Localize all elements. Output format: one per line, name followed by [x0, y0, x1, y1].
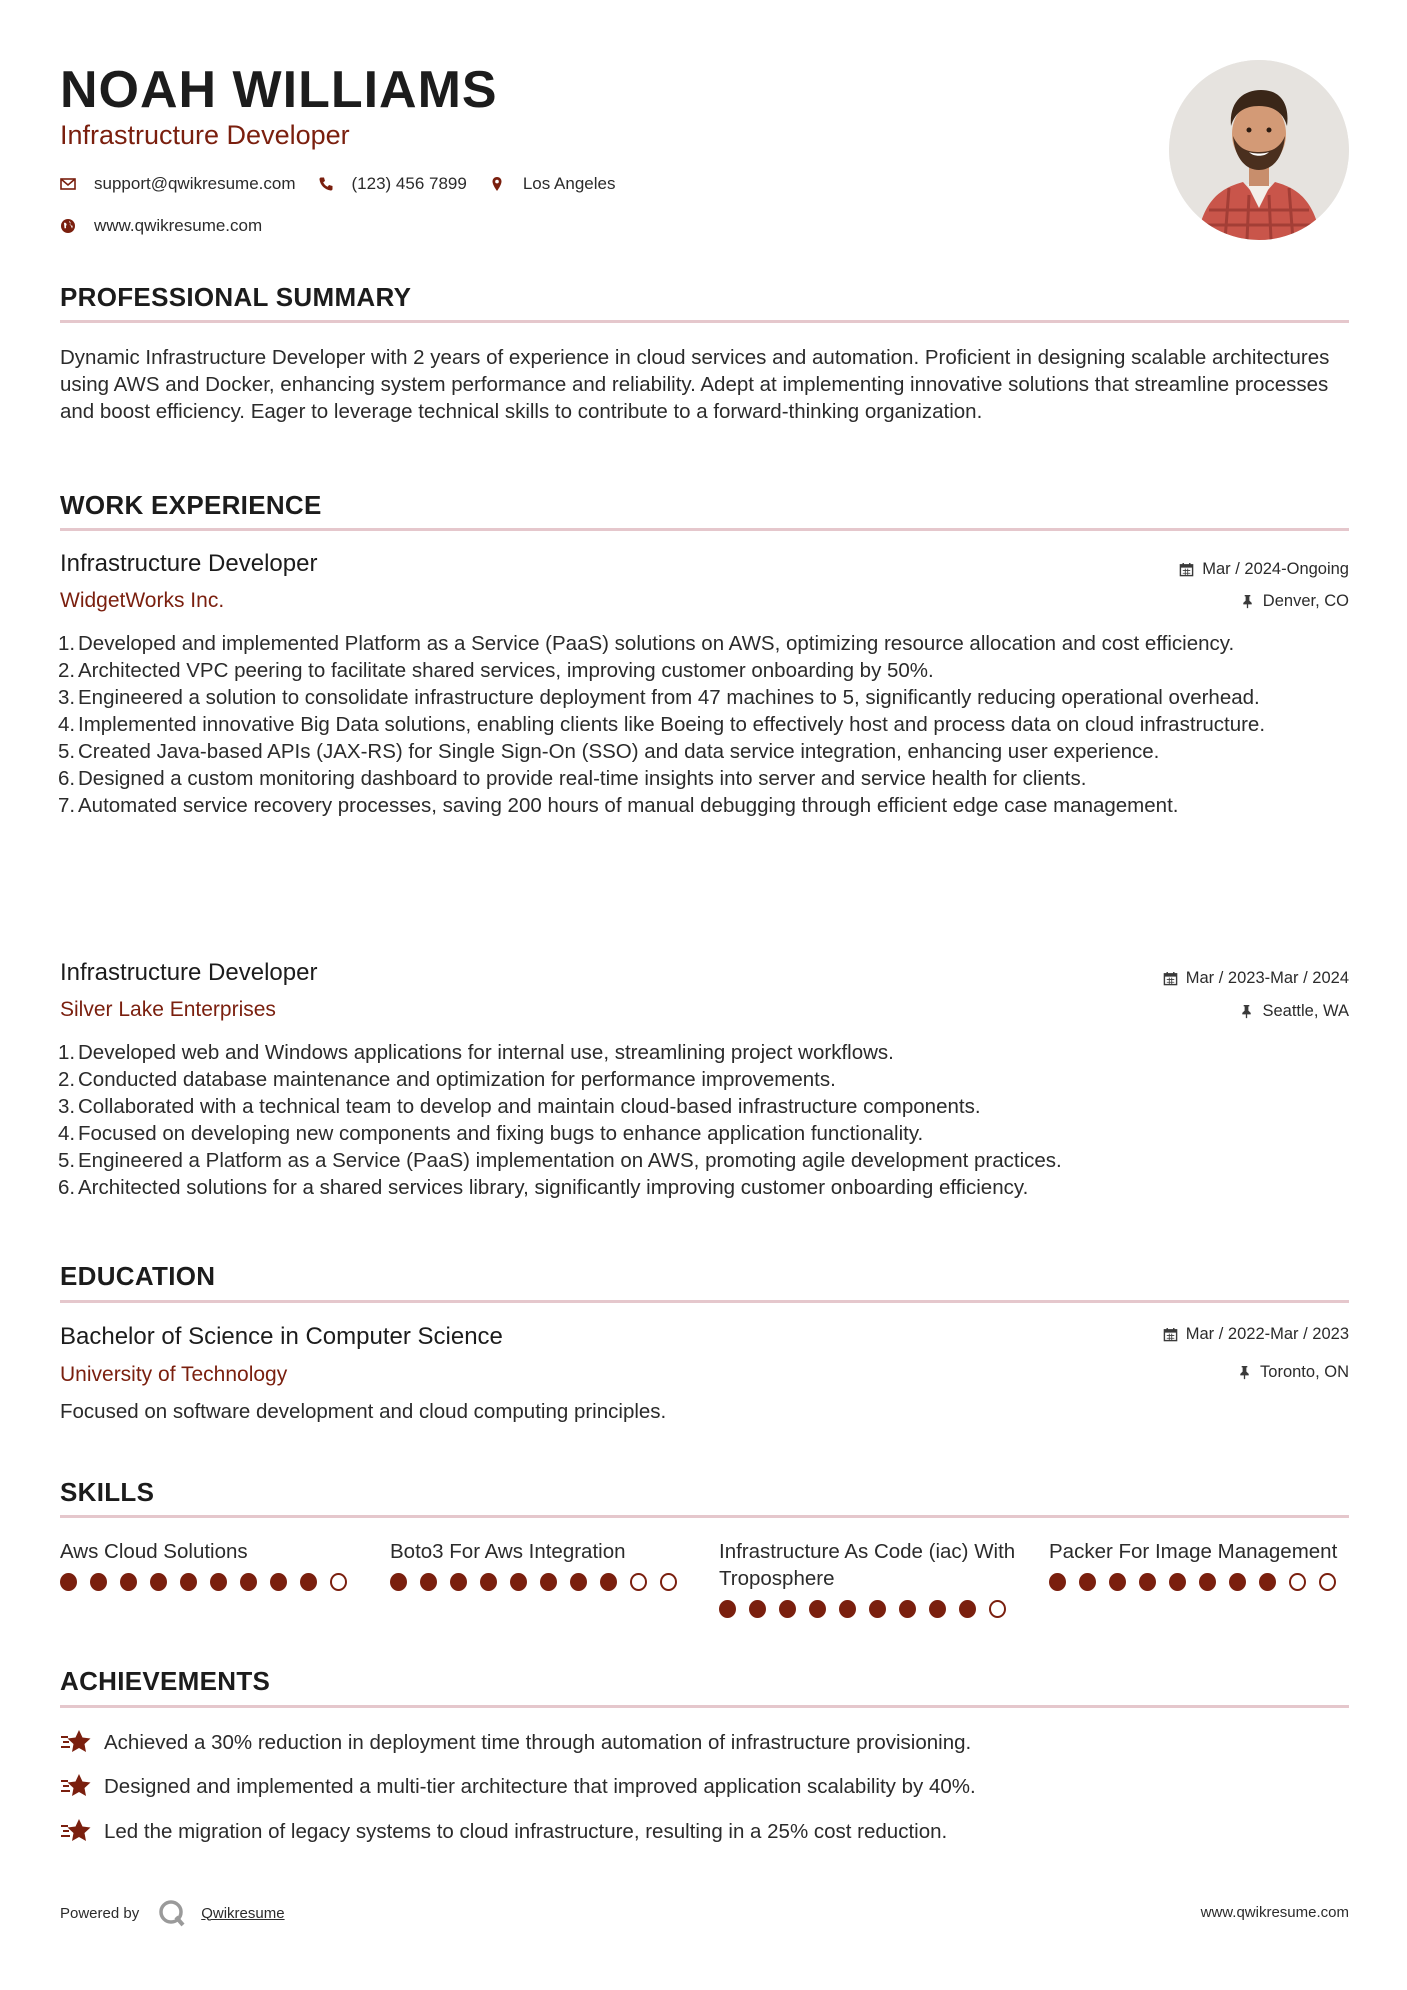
rating-dot-filled	[1109, 1573, 1126, 1591]
contact-email[interactable]	[60, 174, 296, 194]
rating-dot-filled	[90, 1573, 107, 1591]
experience-heading: WORK EXPERIENCE	[60, 490, 322, 520]
list-item: 6. Designed a custom monitoring dashboard to provide real-time insights into server and service health for clients.	[58, 767, 1087, 790]
section-divider	[60, 1300, 1349, 1303]
skill-rating	[60, 1573, 360, 1591]
globe-icon	[60, 218, 76, 234]
achievement-item	[60, 1728, 971, 1756]
pushpin-icon	[1240, 594, 1255, 609]
website-text: www.qwikresume.com	[94, 216, 263, 235]
achievement-item	[60, 1772, 976, 1800]
rating-dot-filled	[150, 1573, 167, 1591]
rating-dot-filled	[480, 1573, 497, 1591]
achievement-text: Achieved a 30% reduction in deployment time through automation of infrastructure provisioning.	[104, 1730, 972, 1754]
list-item: 7. Automated service recovery processes, saving 200 hours of manual debugging through efficient edge case management.	[58, 794, 1179, 817]
list-item: 3. Engineered a solution to consolidate infrastructure deployment from 47 machines to 5, significantly reducing operational overhead.	[58, 686, 1260, 709]
candidate-name: NOAH WILLIAMS	[60, 61, 498, 119]
rating-dot-filled	[1229, 1573, 1246, 1591]
rating-dot-filled	[540, 1573, 557, 1591]
rating-dot-filled	[869, 1600, 886, 1618]
skill-item	[719, 1538, 1019, 1618]
rating-dot-filled	[60, 1573, 77, 1591]
education-dates-text: Mar / 2022-Mar / 2023	[1185, 1325, 1349, 1343]
rating-dot-empty	[630, 1573, 647, 1591]
star-icon	[60, 1728, 92, 1756]
job-bullet-list	[60, 630, 1349, 819]
achievement-text: Led the migration of legacy systems to cloud infrastructure, resulting in a 25% cost reduction.	[104, 1819, 948, 1843]
star-icon	[60, 1772, 92, 1800]
job-bullet-list	[60, 1039, 1349, 1201]
rating-dot-filled	[809, 1600, 826, 1618]
skills-heading: SKILLS	[60, 1477, 155, 1507]
summary-heading: PROFESSIONAL SUMMARY	[60, 282, 412, 312]
pushpin-icon	[1239, 1004, 1254, 1019]
skill-rating	[1049, 1573, 1349, 1591]
job-title: Infrastructure Developer	[60, 959, 318, 986]
rating-dot-filled	[749, 1600, 766, 1618]
skill-rating	[719, 1600, 1019, 1618]
phone-icon	[318, 176, 334, 192]
skill-name: Aws Cloud Solutions	[60, 1540, 248, 1563]
contact-location	[489, 174, 616, 194]
rating-dot-filled	[929, 1600, 946, 1618]
rating-dot-filled	[1139, 1573, 1156, 1591]
rating-dot-filled	[719, 1600, 736, 1618]
footer-powered-by	[60, 1898, 285, 1928]
summary-text: Dynamic Infrastructure Developer with 2 years of experience in cloud services and automation. Proficient in designing scalable architectures using AWS and Docker, enhancing system performance and reliability. Adept at implementing innovative solutions that streamline processes and boost efficiency. Eager to leverage technical skills to contribute to a forward-thinking organization.	[60, 346, 1330, 423]
achievement-text: Designed and implemented a multi-tier architecture that improved application scalability by 40%.	[104, 1774, 976, 1798]
job-dates	[1179, 558, 1349, 580]
skill-name: Boto3 For Aws Integration	[390, 1540, 626, 1563]
rating-dot-filled	[1049, 1573, 1066, 1591]
rating-dot-filled	[1199, 1573, 1216, 1591]
list-item: 6. Architected solutions for a shared services library, significantly improving customer onboarding efficiency.	[58, 1176, 1029, 1199]
list-item: 5. Engineered a Platform as a Service (PaaS) implementation on AWS, promoting agile development practices.	[58, 1149, 1062, 1172]
section-divider	[60, 1705, 1349, 1708]
list-item: 4. Focused on developing new components and fixing bugs to enhance application functionality.	[58, 1122, 924, 1145]
rating-dot-filled	[210, 1573, 227, 1591]
job-dates	[1163, 967, 1349, 989]
calendar-icon	[1179, 562, 1194, 577]
job-location	[1239, 1000, 1349, 1022]
section-divider	[60, 1515, 1349, 1518]
pushpin-icon	[1237, 1365, 1252, 1380]
qwikresume-link[interactable]: Qwikresume	[201, 1904, 285, 1922]
envelope-icon	[60, 176, 76, 192]
rating-dot-filled	[1259, 1573, 1276, 1591]
list-item: 5. Created Java-based APIs (JAX-RS) for Single Sign-On (SSO) and data service integration, enhancing user experience.	[58, 740, 1160, 763]
contact-phone[interactable]	[318, 174, 467, 194]
footer-website[interactable]: www.qwikresume.com	[1200, 1904, 1349, 1921]
rating-dot-filled	[270, 1573, 287, 1591]
rating-dot-empty	[1289, 1573, 1306, 1591]
achievement-item	[60, 1817, 947, 1845]
skill-item	[390, 1538, 690, 1591]
job-company: Silver Lake Enterprises	[60, 998, 276, 1021]
job-dates-text: Mar / 2024-Ongoing	[1202, 560, 1349, 578]
school-name: University of Technology	[60, 1363, 288, 1386]
job-company: WidgetWorks Inc.	[60, 589, 225, 612]
rating-dot-empty	[989, 1600, 1006, 1618]
qwikresume-logo-icon	[157, 1898, 187, 1928]
rating-dot-filled	[450, 1573, 467, 1591]
rating-dot-filled	[300, 1573, 317, 1591]
rating-dot-filled	[779, 1600, 796, 1618]
job-location	[1240, 590, 1349, 612]
rating-dot-filled	[120, 1573, 137, 1591]
skill-name: Packer For Image Management	[1049, 1540, 1338, 1563]
rating-dot-filled	[1079, 1573, 1096, 1591]
rating-dot-filled	[959, 1600, 976, 1618]
map-pin-icon	[489, 176, 505, 192]
rating-dot-filled	[839, 1600, 856, 1618]
calendar-icon	[1163, 971, 1178, 986]
rating-dot-filled	[510, 1573, 527, 1591]
email-text: support@qwikresume.com	[94, 174, 296, 193]
degree-title: Bachelor of Science in Computer Science	[60, 1323, 503, 1350]
location-text: Los Angeles	[522, 174, 616, 193]
rating-dot-filled	[600, 1573, 617, 1591]
profile-photo	[1169, 60, 1349, 240]
education-dates	[1163, 1323, 1349, 1345]
skill-item	[60, 1538, 360, 1591]
calendar-icon	[1163, 1327, 1178, 1342]
education-description: Focused on software development and cloud computing principles.	[60, 1400, 667, 1423]
rating-dot-filled	[240, 1573, 257, 1591]
rating-dot-filled	[899, 1600, 916, 1618]
skill-name: Infrastructure As Code (iac) With Troposphere	[719, 1540, 1016, 1590]
list-item: 3. Collaborated with a technical team to develop and maintain cloud-based infrastructure components.	[58, 1095, 981, 1118]
rating-dot-filled	[420, 1573, 437, 1591]
skill-item	[1049, 1538, 1349, 1591]
powered-by-label: Powered by	[60, 1904, 140, 1922]
contact-row	[60, 172, 637, 196]
education-location	[1237, 1361, 1349, 1383]
section-divider	[60, 320, 1349, 323]
skill-rating	[390, 1573, 690, 1591]
education-heading: EDUCATION	[60, 1261, 216, 1291]
phone-text: (123) 456 7899	[351, 174, 467, 193]
rating-dot-filled	[390, 1573, 407, 1591]
avatar-illustration	[1169, 60, 1349, 240]
list-item: 2. Conducted database maintenance and optimization for performance improvements.	[58, 1068, 836, 1091]
star-icon	[60, 1817, 92, 1845]
rating-dot-filled	[570, 1573, 587, 1591]
rating-dot-filled	[180, 1573, 197, 1591]
section-divider	[60, 528, 1349, 531]
achievements-heading: ACHIEVEMENTS	[60, 1666, 271, 1696]
list-item: 4. Implemented innovative Big Data solutions, enabling clients like Boeing to effectively host and process data on cloud infrastructure.	[58, 713, 1266, 736]
list-item: 2. Architected VPC peering to facilitate shared services, improving customer onboarding by 50%.	[58, 659, 934, 682]
job-location-text: Seattle, WA	[1262, 1002, 1349, 1020]
list-item: 1. Developed web and Windows applications for internal use, streamlining project workflows.	[58, 1041, 894, 1064]
rating-dot-empty	[330, 1573, 347, 1591]
rating-dot-empty	[1319, 1573, 1336, 1591]
job-location-text: Denver, CO	[1262, 592, 1349, 610]
rating-dot-filled	[1169, 1573, 1186, 1591]
list-item: 1. Developed and implemented Platform as a Service (PaaS) solutions on AWS, optimizing resource allocation and cost efficiency.	[58, 632, 1235, 655]
candidate-role: Infrastructure Developer	[60, 120, 350, 150]
job-dates-text: Mar / 2023-Mar / 2024	[1185, 969, 1349, 987]
job-title: Infrastructure Developer	[60, 550, 318, 577]
education-location-text: Toronto, ON	[1260, 1363, 1349, 1381]
website-row	[60, 214, 284, 238]
contact-website[interactable]	[60, 216, 262, 236]
rating-dot-empty	[660, 1573, 677, 1591]
